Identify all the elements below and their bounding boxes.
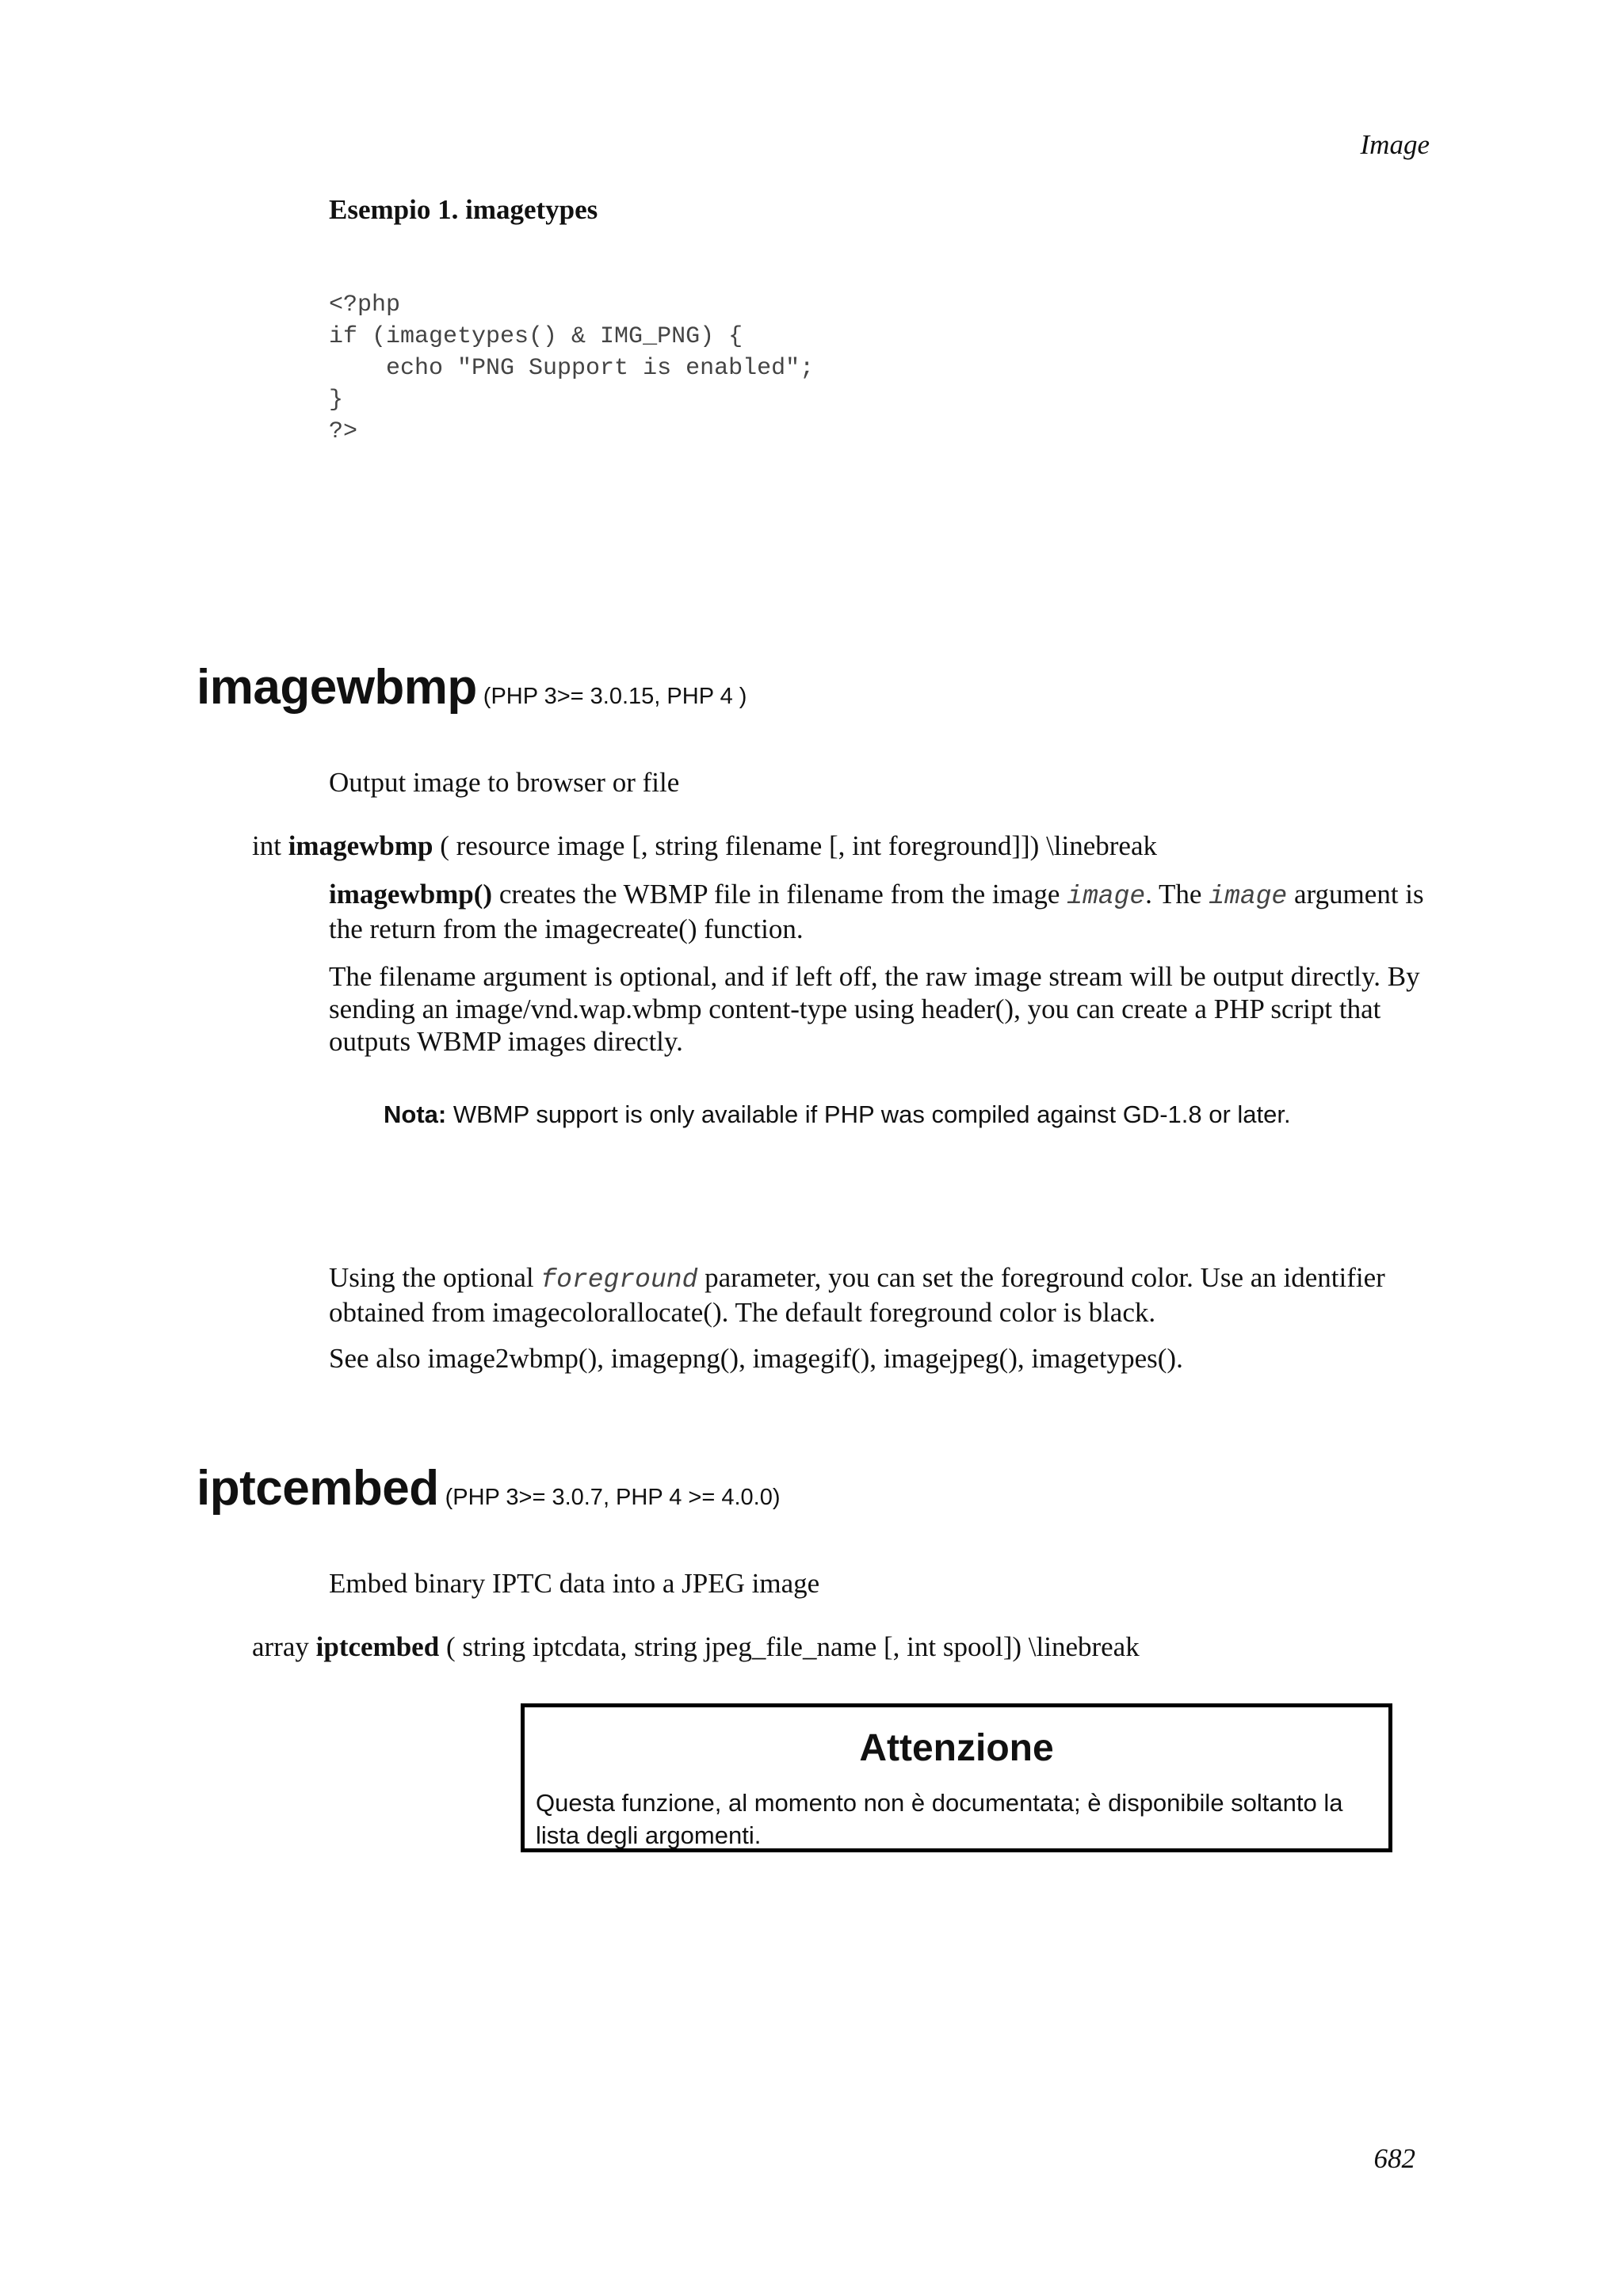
warning-title: Attenzione	[859, 1727, 1054, 1769]
description-paragraph: The filename argument is optional, and if left off, the raw image stream will be output directly. By sending an image/vnd.wap.wbmp content-type using header(), you can create a PHP script that outputs WBMP images directly.	[329, 961, 1420, 1057]
see-also: See also image2wbmp(), imagepng(), imagegif(), imagejpeg(), imagetypes().	[329, 1343, 1183, 1374]
synopsis-function: imagewbmp	[288, 830, 433, 861]
warning-text: Questa funzione, al momento non è documentata; è disponibile soltanto la lista degli argomenti.	[536, 1789, 1343, 1849]
parameter-image: image	[1067, 882, 1146, 911]
synopsis-function: iptcembed	[315, 1631, 440, 1662]
synopsis-return-type: array	[252, 1631, 309, 1662]
description-text: creates the WBMP file in filename from the image	[492, 879, 1067, 910]
synopsis-return-type: int	[252, 830, 281, 861]
parameter-image: image	[1209, 882, 1288, 911]
note-label: Nota:	[384, 1100, 447, 1128]
function-name: iptcembed	[197, 1461, 439, 1516]
function-version: (PHP 3>= 3.0.15, PHP 4 )	[483, 684, 747, 709]
function-synopsis	[252, 830, 1157, 862]
description-paragraph	[329, 878, 1438, 945]
function-name: imagewbmp	[197, 660, 477, 715]
function-purpose: Output image to browser or file	[329, 767, 680, 798]
warning-box	[521, 1703, 1392, 1852]
note-text: WBMP support is only available if PHP was compiled against GD-1.8 or later.	[446, 1100, 1291, 1128]
function-synopsis	[252, 1631, 1140, 1663]
running-header: Image	[1360, 129, 1430, 160]
function-reference: imagewbmp()	[329, 879, 493, 910]
code-example: <?php if (imagetypes() & IMG_PNG) { echo "PNG Support is enabled"; } ?>	[329, 292, 815, 445]
description-text: parameter, you can set the foreground color. Use an identifier obtained from imagecolorallocate(). The default foreground color is black.	[329, 1262, 1385, 1328]
note	[384, 1100, 1291, 1129]
parameter-foreground: foreground	[540, 1265, 698, 1295]
synopsis-args: ( string iptcdata, string jpeg_file_name [, int spool]) \linebreak	[445, 1631, 1140, 1662]
page-number: 682	[1373, 2143, 1415, 2174]
section-title-imagewbmp	[197, 659, 747, 715]
description-text: Using the optional	[329, 1262, 541, 1293]
synopsis-args: ( resource image [, string filename [, int foreground]]) \linebreak	[440, 830, 1158, 861]
function-version: (PHP 3>= 3.0.7, PHP 4 >= 4.0.0)	[445, 1485, 781, 1510]
example-title: Esempio 1. imagetypes	[329, 194, 598, 225]
section-title-iptcembed	[197, 1460, 780, 1516]
function-purpose: Embed binary IPTC data into a JPEG image	[329, 1568, 820, 1599]
description-text: . The	[1145, 879, 1209, 910]
description-paragraph	[329, 1261, 1438, 1329]
description-text: argument is the return from the imagecreate() function.	[329, 879, 1424, 944]
